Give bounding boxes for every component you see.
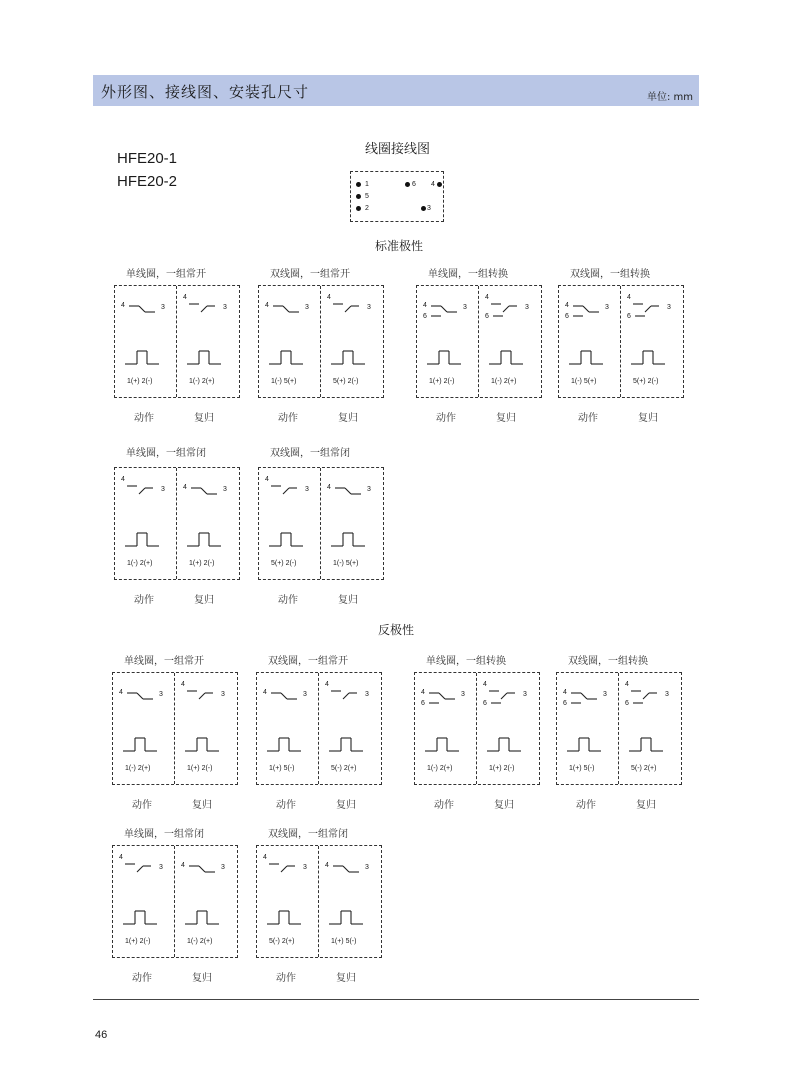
pin-dot-5 bbox=[356, 194, 361, 199]
contact-blade-line bbox=[343, 693, 349, 699]
contact-diagram bbox=[556, 672, 682, 785]
contact-diagram bbox=[112, 845, 238, 958]
section-header-bar bbox=[93, 75, 699, 106]
contact-diagram bbox=[114, 467, 240, 580]
pin-label-3: 3 bbox=[525, 304, 529, 311]
contact-blade-line bbox=[581, 693, 587, 699]
pin-label-3: 3 bbox=[367, 304, 371, 311]
pin-label-3: 3 bbox=[523, 691, 527, 698]
contact-blade-line bbox=[137, 866, 143, 872]
contact-blade-line bbox=[139, 488, 145, 494]
pin-label-3: 3 bbox=[223, 304, 227, 311]
contact-diagram bbox=[256, 672, 382, 785]
pin-label-4: 4 bbox=[423, 302, 427, 309]
pin-label-3: 3 bbox=[427, 205, 431, 212]
model-name-1: HFE20-1 bbox=[117, 150, 178, 167]
pin-label-4: 4 bbox=[121, 302, 125, 309]
pin-label-4: 4 bbox=[431, 181, 435, 188]
diagram-caption: 单线圈，一组常开 bbox=[124, 656, 204, 667]
terminal-polarity-label: 1(+) 2(-) bbox=[127, 378, 153, 385]
coil-wiring-title: 线圈接线图 bbox=[365, 142, 431, 157]
terminal-polarity-label: 1(+) 5(-) bbox=[331, 938, 357, 945]
diagram-caption: 双线圈，一组常开 bbox=[268, 656, 348, 667]
pin-label-4: 4 bbox=[627, 294, 631, 301]
pin-label-4: 4 bbox=[625, 681, 629, 688]
contact-diagram bbox=[112, 672, 238, 785]
footer-reset-label: 复归 bbox=[338, 595, 358, 606]
footer-action-label: 动作 bbox=[576, 800, 596, 811]
contact-blade-line bbox=[199, 693, 205, 699]
footer-reset-label: 复归 bbox=[192, 800, 212, 811]
terminal-polarity-label: 1(+) 5(-) bbox=[569, 765, 595, 772]
contact-blade-line bbox=[201, 306, 207, 312]
pin-label-3: 3 bbox=[159, 691, 163, 698]
pin-label-6: 6 bbox=[423, 313, 427, 320]
pin-label-4: 4 bbox=[263, 854, 267, 861]
section-header-title: 外形图、接线图、安装孔尺寸 bbox=[101, 83, 310, 101]
pin-label-6: 6 bbox=[625, 700, 629, 707]
footer-action-label: 动作 bbox=[578, 413, 598, 424]
pin-label-5: 5 bbox=[365, 193, 369, 200]
terminal-polarity-label: 1(-) 2(+) bbox=[189, 378, 215, 385]
pin-label-3: 3 bbox=[461, 691, 465, 698]
pin-label-3: 3 bbox=[367, 486, 371, 493]
pin-label-4: 4 bbox=[183, 484, 187, 491]
pin-label-4: 4 bbox=[327, 294, 331, 301]
pin-label-3: 3 bbox=[161, 304, 165, 311]
contact-blade-line bbox=[139, 306, 145, 312]
terminal-polarity-label: 5(+) 2(-) bbox=[333, 378, 359, 385]
footer-reset-label: 复归 bbox=[194, 595, 214, 606]
pin-label-4: 4 bbox=[325, 681, 329, 688]
pin-label-3: 3 bbox=[305, 304, 309, 311]
section-title-standard-polarity: 标准极性 bbox=[375, 239, 424, 253]
footer-action-label: 动作 bbox=[278, 413, 298, 424]
contact-diagram bbox=[258, 285, 384, 398]
pin-label-3: 3 bbox=[161, 486, 165, 493]
footer-reset-label: 复归 bbox=[638, 413, 658, 424]
model-name-2: HFE20-2 bbox=[117, 173, 178, 190]
pin-label-3: 3 bbox=[221, 864, 225, 871]
pin-dot-1 bbox=[356, 182, 361, 187]
contact-diagram bbox=[558, 285, 684, 398]
pin-label-4: 4 bbox=[263, 689, 267, 696]
pin-label-6: 6 bbox=[563, 700, 567, 707]
pin-label-3: 3 bbox=[463, 304, 467, 311]
pin-label-6: 6 bbox=[627, 313, 631, 320]
pin-label-6: 6 bbox=[485, 313, 489, 320]
terminal-polarity-label: 1(-) 5(+) bbox=[333, 560, 359, 567]
footer-action-label: 动作 bbox=[132, 800, 152, 811]
pin-label-4: 4 bbox=[421, 689, 425, 696]
pin-label-4: 4 bbox=[119, 689, 123, 696]
diagram-caption: 双线圈，一组常闭 bbox=[268, 829, 348, 840]
footer-reset-label: 复归 bbox=[338, 413, 358, 424]
footer-reset-label: 复归 bbox=[494, 800, 514, 811]
pin-label-4: 4 bbox=[265, 302, 269, 309]
contact-diagram bbox=[258, 467, 384, 580]
footer-action-label: 动作 bbox=[276, 800, 296, 811]
pin-label-4: 4 bbox=[563, 689, 567, 696]
terminal-polarity-label: 1(-) 2(+) bbox=[127, 560, 153, 567]
contact-blade-line bbox=[137, 693, 143, 699]
pin-label-3: 3 bbox=[303, 864, 307, 871]
pin-label-3: 3 bbox=[223, 486, 227, 493]
footer-reset-label: 复归 bbox=[194, 413, 214, 424]
contact-blade-line bbox=[643, 693, 649, 699]
contact-blade-line bbox=[645, 306, 651, 312]
contact-blade-line bbox=[201, 488, 207, 494]
diagram-caption: 单线圈，一组转换 bbox=[426, 656, 506, 667]
pin-label-4: 4 bbox=[183, 294, 187, 301]
contact-blade-line bbox=[281, 866, 287, 872]
terminal-polarity-label: 1(+) 5(-) bbox=[269, 765, 295, 772]
pin-label-4: 4 bbox=[265, 476, 269, 483]
pin-label-6: 6 bbox=[483, 700, 487, 707]
footer-reset-label: 复归 bbox=[336, 973, 356, 984]
footer-action-label: 动作 bbox=[434, 800, 454, 811]
terminal-polarity-label: 1(-) 2(+) bbox=[427, 765, 453, 772]
contact-diagram bbox=[416, 285, 542, 398]
terminal-polarity-label: 5(+) 2(-) bbox=[271, 560, 297, 567]
pin-label-3: 3 bbox=[365, 864, 369, 871]
pin-label-3: 3 bbox=[159, 864, 163, 871]
terminal-polarity-label: 5(+) 2(-) bbox=[633, 378, 659, 385]
pin-label-3: 3 bbox=[665, 691, 669, 698]
pin-label-4: 4 bbox=[485, 294, 489, 301]
contact-blade-line bbox=[199, 866, 205, 872]
contact-blade-line bbox=[583, 306, 589, 312]
pin-label-1: 1 bbox=[365, 181, 369, 188]
diagram-caption: 双线圈，一组常闭 bbox=[270, 448, 350, 459]
pin-label-3: 3 bbox=[303, 691, 307, 698]
section-title-reverse-polarity: 反极性 bbox=[378, 623, 415, 637]
contact-blade-line bbox=[283, 306, 289, 312]
contact-blade-line bbox=[281, 693, 287, 699]
contact-blade-line bbox=[343, 866, 349, 872]
terminal-polarity-label: 1(-) 2(+) bbox=[125, 765, 151, 772]
terminal-polarity-label: 1(+) 2(-) bbox=[489, 765, 515, 772]
pin-label-4: 4 bbox=[181, 681, 185, 688]
terminal-polarity-label: 5(-) 2(+) bbox=[631, 765, 657, 772]
pin-label-4: 4 bbox=[565, 302, 569, 309]
pin-label-3: 3 bbox=[305, 486, 309, 493]
footer-reset-label: 复归 bbox=[636, 800, 656, 811]
contact-diagram bbox=[114, 285, 240, 398]
terminal-polarity-label: 1(+) 2(-) bbox=[189, 560, 215, 567]
contact-diagram bbox=[256, 845, 382, 958]
footer-rule bbox=[93, 999, 699, 1000]
contact-blade-line bbox=[439, 693, 445, 699]
diagram-caption: 双线圈，一组转换 bbox=[570, 269, 650, 280]
contact-blade-line bbox=[503, 306, 509, 312]
footer-action-label: 动作 bbox=[132, 973, 152, 984]
pin-label-4: 4 bbox=[325, 862, 329, 869]
pin-label-4: 4 bbox=[181, 862, 185, 869]
diagram-caption: 双线圈，一组转换 bbox=[568, 656, 648, 667]
page-number: 46 bbox=[95, 1029, 108, 1041]
footer-reset-label: 复归 bbox=[192, 973, 212, 984]
contact-blade-line bbox=[345, 306, 351, 312]
footer-action-label: 动作 bbox=[278, 595, 298, 606]
pin-label-3: 3 bbox=[603, 691, 607, 698]
terminal-polarity-label: 1(-) 5(+) bbox=[271, 378, 297, 385]
pin-dot-6 bbox=[405, 182, 410, 187]
footer-reset-label: 复归 bbox=[336, 800, 356, 811]
pin-label-4: 4 bbox=[119, 854, 123, 861]
pin-label-3: 3 bbox=[365, 691, 369, 698]
diagram-caption: 单线圈，一组常闭 bbox=[124, 829, 204, 840]
contact-blade-line bbox=[501, 693, 507, 699]
contact-blade-line bbox=[345, 488, 351, 494]
diagram-caption: 双线圈，一组常开 bbox=[270, 269, 350, 280]
pin-label-3: 3 bbox=[221, 691, 225, 698]
terminal-polarity-label: 1(-) 2(+) bbox=[187, 938, 213, 945]
diagram-caption: 单线圈，一组常闭 bbox=[126, 448, 206, 459]
contact-blade-line bbox=[441, 306, 447, 312]
terminal-polarity-label: 1(-) 2(+) bbox=[491, 378, 517, 385]
footer-action-label: 动作 bbox=[134, 413, 154, 424]
pin-label-6: 6 bbox=[421, 700, 425, 707]
terminal-polarity-label: 5(-) 2(+) bbox=[331, 765, 357, 772]
pin-dot-3 bbox=[421, 206, 426, 211]
pin-label-4: 4 bbox=[121, 476, 125, 483]
pin-label-4: 4 bbox=[327, 484, 331, 491]
terminal-polarity-label: 1(+) 2(-) bbox=[429, 378, 455, 385]
pin-label-6: 6 bbox=[412, 181, 416, 188]
contact-diagram bbox=[414, 672, 540, 785]
terminal-polarity-label: 1(+) 2(-) bbox=[187, 765, 213, 772]
contact-blade-line bbox=[283, 488, 289, 494]
footer-action-label: 动作 bbox=[276, 973, 296, 984]
pin-label-3: 3 bbox=[667, 304, 671, 311]
diagram-caption: 单线圈，一组常开 bbox=[126, 269, 206, 280]
footer-action-label: 动作 bbox=[134, 595, 154, 606]
terminal-polarity-label: 1(-) 5(+) bbox=[571, 378, 597, 385]
footer-reset-label: 复归 bbox=[496, 413, 516, 424]
terminal-polarity-label: 1(+) 2(-) bbox=[125, 938, 151, 945]
pin-label-2: 2 bbox=[365, 205, 369, 212]
pin-dot-4 bbox=[437, 182, 442, 187]
pin-label-3: 3 bbox=[605, 304, 609, 311]
unit-label: 单位: mm bbox=[646, 92, 693, 103]
pin-dot-2 bbox=[356, 206, 361, 211]
coil-wiring-diagram bbox=[350, 171, 444, 222]
diagram-caption: 单线圈，一组转换 bbox=[428, 269, 508, 280]
pin-label-6: 6 bbox=[565, 313, 569, 320]
pin-label-4: 4 bbox=[483, 681, 487, 688]
terminal-polarity-label: 5(-) 2(+) bbox=[269, 938, 295, 945]
footer-action-label: 动作 bbox=[436, 413, 456, 424]
